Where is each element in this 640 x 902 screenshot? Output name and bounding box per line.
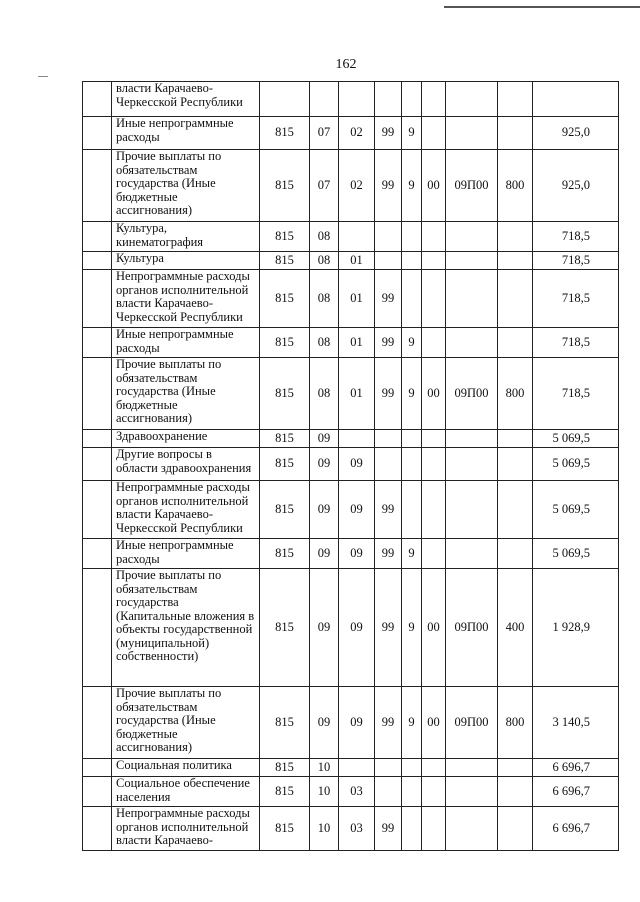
program-cell	[375, 82, 402, 117]
direction-cell: 00	[422, 358, 446, 430]
subsection-cell: 09	[339, 481, 375, 539]
code-cell: 815	[260, 328, 310, 358]
table-row	[83, 759, 619, 777]
expense-type-cell	[498, 777, 533, 807]
section-cell	[310, 82, 339, 117]
subsection-cell: 03	[339, 777, 375, 807]
budget-table	[82, 81, 619, 851]
code-cell: 815	[260, 448, 310, 481]
name-cell: Здравоохранение	[112, 430, 260, 448]
table-row	[83, 252, 619, 270]
section-cell: 09	[310, 430, 339, 448]
direction-cell: 00	[422, 687, 446, 759]
index-cell	[83, 82, 112, 117]
direction-cell	[422, 82, 446, 117]
amount-cell: 718,5	[533, 270, 619, 328]
amount-cell: 3 140,5	[533, 687, 619, 759]
target-code-cell	[446, 222, 498, 252]
program-cell: 99	[375, 150, 402, 222]
code-cell: 815	[260, 252, 310, 270]
expense-type-cell	[498, 222, 533, 252]
direction-cell	[422, 448, 446, 481]
program-cell: 99	[375, 117, 402, 150]
program-cell	[375, 252, 402, 270]
name-cell: Социальное обеспечение населения	[112, 777, 260, 807]
direction-cell	[422, 481, 446, 539]
subsection-cell	[339, 222, 375, 252]
section-cell: 09	[310, 539, 339, 569]
expense-type-cell: 800	[498, 358, 533, 430]
code-cell: 815	[260, 687, 310, 759]
subsection-cell: 01	[339, 358, 375, 430]
amount-cell: 718,5	[533, 252, 619, 270]
amount-cell: 5 069,5	[533, 539, 619, 569]
amount-cell: 6 696,7	[533, 777, 619, 807]
subprogram-cell: 9	[402, 117, 422, 150]
subsection-cell	[339, 430, 375, 448]
code-cell	[260, 82, 310, 117]
name-cell: Прочие выплаты по обязательствам государства (Иные бюджетные ассигнования)	[112, 358, 260, 430]
subprogram-cell	[402, 252, 422, 270]
direction-cell: 00	[422, 150, 446, 222]
index-cell	[83, 150, 112, 222]
amount-cell: 5 069,5	[533, 481, 619, 539]
program-cell: 99	[375, 569, 402, 687]
section-cell: 07	[310, 117, 339, 150]
direction-cell: 00	[422, 569, 446, 687]
direction-cell	[422, 222, 446, 252]
section-cell: 09	[310, 687, 339, 759]
code-cell: 815	[260, 759, 310, 777]
subsection-cell: 09	[339, 687, 375, 759]
direction-cell	[422, 759, 446, 777]
section-cell: 08	[310, 222, 339, 252]
name-cell: Социальная политика	[112, 759, 260, 777]
subprogram-cell: 9	[402, 687, 422, 759]
program-cell: 99	[375, 807, 402, 851]
code-cell: 815	[260, 430, 310, 448]
budget-table-body	[83, 82, 619, 851]
amount-cell: 925,0	[533, 117, 619, 150]
name-cell: Иные непрограммные расходы	[112, 539, 260, 569]
target-code-cell	[446, 430, 498, 448]
subprogram-cell	[402, 448, 422, 481]
amount-cell: 925,0	[533, 150, 619, 222]
name-cell: Непрограммные расходы органов исполнительной власти Карачаево-Черкесской Республики	[112, 270, 260, 328]
index-cell	[83, 328, 112, 358]
name-cell: Другие вопросы в области здравоохранения	[112, 448, 260, 481]
table-row	[83, 807, 619, 851]
expense-type-cell: 400	[498, 569, 533, 687]
expense-type-cell	[498, 82, 533, 117]
section-cell: 10	[310, 759, 339, 777]
subsection-cell	[339, 759, 375, 777]
code-cell: 815	[260, 481, 310, 539]
program-cell	[375, 430, 402, 448]
name-cell: Непрограммные расходы органов исполнительной власти Карачаево-	[112, 807, 260, 851]
name-cell: Прочие выплаты по обязательствам государства (Капитальные вложения в объекты государственной (муниципальной) собственности)	[112, 569, 260, 687]
target-code-cell	[446, 82, 498, 117]
target-code-cell	[446, 539, 498, 569]
section-cell: 08	[310, 270, 339, 328]
amount-cell: 718,5	[533, 358, 619, 430]
target-code-cell	[446, 759, 498, 777]
target-code-cell: 09П00	[446, 569, 498, 687]
amount-cell: 5 069,5	[533, 448, 619, 481]
index-cell	[83, 358, 112, 430]
subprogram-cell: 9	[402, 358, 422, 430]
direction-cell	[422, 328, 446, 358]
index-cell	[83, 448, 112, 481]
expense-type-cell: 800	[498, 150, 533, 222]
name-cell: Культура	[112, 252, 260, 270]
target-code-cell	[446, 481, 498, 539]
section-cell: 08	[310, 328, 339, 358]
table-row	[83, 430, 619, 448]
subprogram-cell: 9	[402, 569, 422, 687]
index-cell	[83, 222, 112, 252]
subsection-cell: 03	[339, 807, 375, 851]
amount-cell	[533, 82, 619, 117]
table-row	[83, 117, 619, 150]
name-cell: Культура, кинематография	[112, 222, 260, 252]
code-cell: 815	[260, 358, 310, 430]
index-cell	[83, 117, 112, 150]
direction-cell	[422, 539, 446, 569]
program-cell: 99	[375, 687, 402, 759]
section-cell: 10	[310, 777, 339, 807]
subprogram-cell: 9	[402, 328, 422, 358]
amount-cell: 1 928,9	[533, 569, 619, 687]
amount-cell: 718,5	[533, 328, 619, 358]
table-row	[83, 777, 619, 807]
direction-cell	[422, 270, 446, 328]
subsection-cell: 01	[339, 252, 375, 270]
code-cell: 815	[260, 539, 310, 569]
index-cell	[83, 687, 112, 759]
subprogram-cell	[402, 759, 422, 777]
code-cell: 815	[260, 777, 310, 807]
code-cell: 815	[260, 222, 310, 252]
index-cell	[83, 807, 112, 851]
table-row	[83, 270, 619, 328]
subprogram-cell: 9	[402, 150, 422, 222]
page-number: 162	[335, 57, 357, 72]
index-cell	[83, 430, 112, 448]
program-cell: 99	[375, 539, 402, 569]
subprogram-cell	[402, 807, 422, 851]
target-code-cell	[446, 328, 498, 358]
subprogram-cell	[402, 270, 422, 328]
amount-cell: 718,5	[533, 222, 619, 252]
table-row	[83, 448, 619, 481]
table-row	[83, 539, 619, 569]
amount-cell: 5 069,5	[533, 430, 619, 448]
program-cell	[375, 777, 402, 807]
target-code-cell	[446, 117, 498, 150]
expense-type-cell	[498, 430, 533, 448]
subprogram-cell	[402, 777, 422, 807]
section-cell: 07	[310, 150, 339, 222]
index-cell	[83, 481, 112, 539]
expense-type-cell	[498, 448, 533, 481]
expense-type-cell: 800	[498, 687, 533, 759]
code-cell: 815	[260, 807, 310, 851]
section-cell: 08	[310, 252, 339, 270]
subsection-cell: 09	[339, 569, 375, 687]
table-row	[83, 222, 619, 252]
name-cell: Прочие выплаты по обязательствам государства (Иные бюджетные ассигнования)	[112, 687, 260, 759]
index-cell	[83, 569, 112, 687]
section-cell: 09	[310, 448, 339, 481]
table-row	[83, 569, 619, 687]
target-code-cell: 09П00	[446, 358, 498, 430]
program-cell: 99	[375, 481, 402, 539]
subprogram-cell	[402, 222, 422, 252]
amount-cell: 6 696,7	[533, 759, 619, 777]
name-cell: Иные непрограммные расходы	[112, 117, 260, 150]
target-code-cell: 09П00	[446, 150, 498, 222]
target-code-cell	[446, 777, 498, 807]
code-cell: 815	[260, 270, 310, 328]
table-row	[83, 481, 619, 539]
direction-cell	[422, 777, 446, 807]
section-cell: 08	[310, 358, 339, 430]
margin-mark	[38, 76, 48, 77]
index-cell	[83, 252, 112, 270]
amount-cell: 6 696,7	[533, 807, 619, 851]
section-cell: 09	[310, 481, 339, 539]
subprogram-cell	[402, 481, 422, 539]
top-border-line	[444, 6, 640, 8]
target-code-cell: 09П00	[446, 687, 498, 759]
program-cell: 99	[375, 270, 402, 328]
subsection-cell: 01	[339, 270, 375, 328]
name-cell: Непрограммные расходы органов исполнительной власти Карачаево-Черкесской Республики	[112, 481, 260, 539]
index-cell	[83, 539, 112, 569]
expense-type-cell	[498, 807, 533, 851]
program-cell	[375, 222, 402, 252]
subsection-cell: 02	[339, 117, 375, 150]
program-cell	[375, 448, 402, 481]
expense-type-cell	[498, 252, 533, 270]
program-cell: 99	[375, 328, 402, 358]
section-cell: 10	[310, 807, 339, 851]
target-code-cell	[446, 252, 498, 270]
name-cell: Прочие выплаты по обязательствам государства (Иные бюджетные ассигнования)	[112, 150, 260, 222]
code-cell: 815	[260, 117, 310, 150]
expense-type-cell	[498, 481, 533, 539]
subprogram-cell	[402, 82, 422, 117]
expense-type-cell	[498, 539, 533, 569]
expense-type-cell	[498, 759, 533, 777]
subsection-cell: 09	[339, 448, 375, 481]
direction-cell	[422, 117, 446, 150]
expense-type-cell	[498, 270, 533, 328]
name-cell: власти Карачаево-Черкесской Республики	[112, 82, 260, 117]
subsection-cell: 09	[339, 539, 375, 569]
code-cell: 815	[260, 150, 310, 222]
expense-type-cell	[498, 117, 533, 150]
code-cell: 815	[260, 569, 310, 687]
program-cell: 99	[375, 358, 402, 430]
program-cell	[375, 759, 402, 777]
index-cell	[83, 777, 112, 807]
table-row	[83, 82, 619, 117]
table-row	[83, 358, 619, 430]
target-code-cell	[446, 448, 498, 481]
subprogram-cell: 9	[402, 539, 422, 569]
expense-type-cell	[498, 328, 533, 358]
section-cell: 09	[310, 569, 339, 687]
target-code-cell	[446, 807, 498, 851]
subsection-cell: 02	[339, 150, 375, 222]
subsection-cell	[339, 82, 375, 117]
subprogram-cell	[402, 430, 422, 448]
direction-cell	[422, 430, 446, 448]
table-row	[83, 687, 619, 759]
direction-cell	[422, 807, 446, 851]
target-code-cell	[446, 270, 498, 328]
table-row	[83, 150, 619, 222]
name-cell: Иные непрограммные расходы	[112, 328, 260, 358]
direction-cell	[422, 252, 446, 270]
subsection-cell: 01	[339, 328, 375, 358]
index-cell	[83, 270, 112, 328]
index-cell	[83, 759, 112, 777]
table-row	[83, 328, 619, 358]
